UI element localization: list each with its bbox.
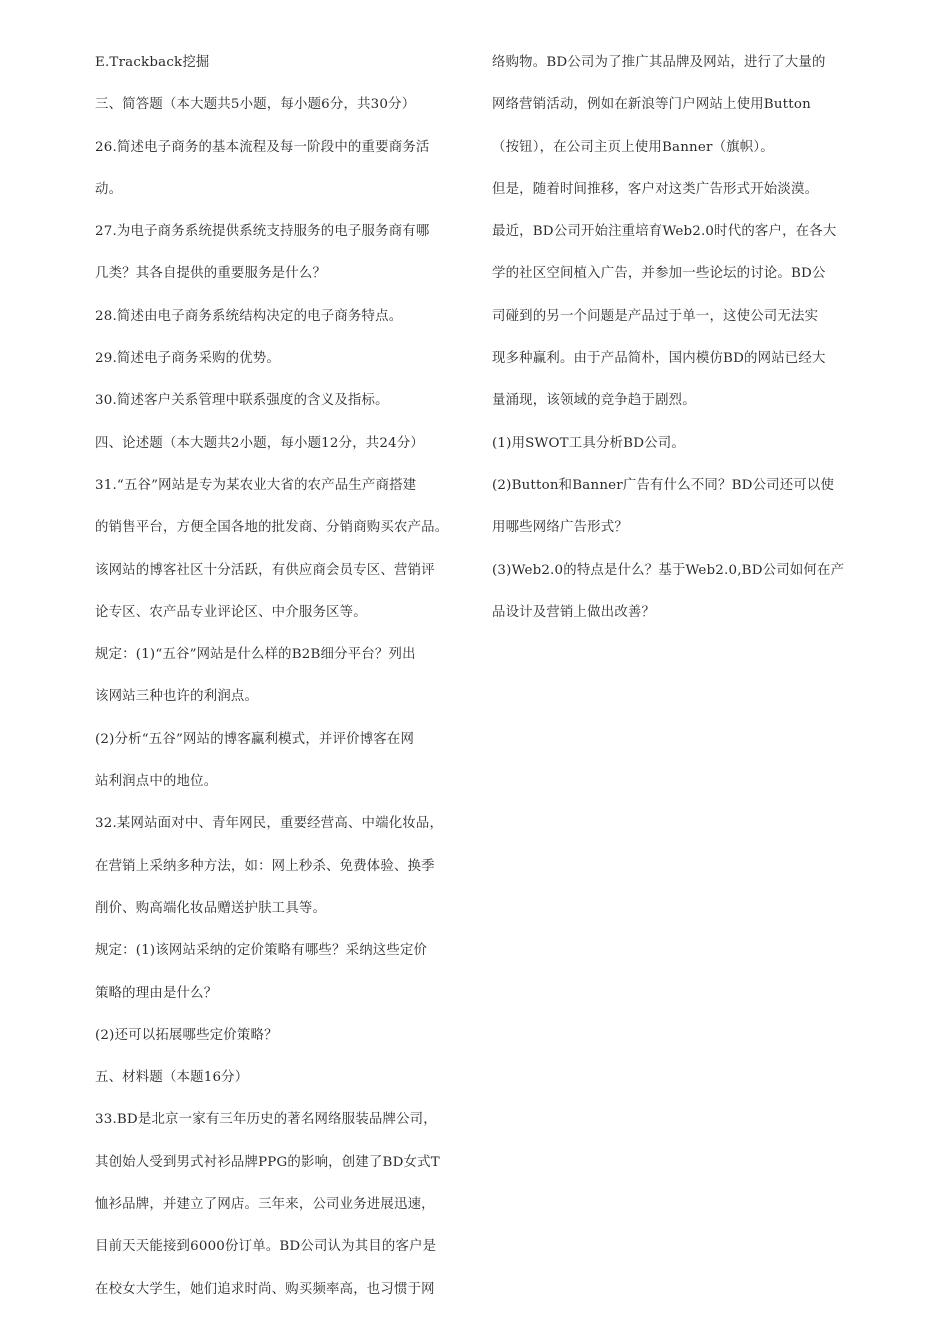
- question-29: 29.简述电子商务采购的优势。: [95, 351, 280, 367]
- section-heading: 三、简答题（本大题共5小题，每小题6分，共30分）: [95, 97, 416, 113]
- question-27: 27.为电子商务系统提供系统支持服务的电子服务商有哪: [95, 224, 430, 240]
- question-33: 33.BD是北京一家有三年历史的著名网络服装品牌公司，: [95, 1112, 437, 1128]
- text-line: 几类？其各自提供的重要服务是什么？: [95, 266, 327, 282]
- text-line: 用哪些网络广告形式？: [492, 520, 628, 536]
- question-31: 31.“五谷”网站是专为某农业大省的农产品生产商搭建: [95, 477, 417, 493]
- section-heading: 五、材料题（本题16分）: [95, 1070, 249, 1086]
- section-heading: 四、论述题（本大题共2小题，每小题12分，共24分）: [95, 435, 424, 451]
- text-line: （按钮），在公司主页上使用Banner（旗帜）。: [492, 139, 774, 155]
- text-line: E.Trackback挖掘: [95, 55, 210, 70]
- text-line: 论专区、农产品专业评论区、中介服务区等。: [95, 604, 367, 620]
- text-line: 量涌现，该领域的竞争趋于剧烈。: [492, 393, 696, 409]
- text-line: 最近，BD公司开始注重培育Web2.0时代的客户，在各大: [492, 224, 837, 240]
- text-line: 络购物。BD公司为了推广其品牌及网站，进行了大量的: [492, 55, 826, 70]
- question-32: 32.某网站面对中、青年网民，重要经营高、中端化妆品，: [95, 816, 444, 832]
- text-line: (2)还可以拓展哪些定价策略？: [95, 1027, 278, 1043]
- text-line: (2)分析“五谷”网站的博客赢利模式，并评价博客在网: [95, 731, 415, 747]
- text-line: 现多种赢利。由于产品简朴，国内模仿BD的网站已经大: [492, 351, 826, 367]
- text-line: 该网站的博客社区十分活跃，有供应商会员专区、营销评: [95, 562, 435, 578]
- sub-question: (2)Button和Banner广告有什么不同？BD公司还可以使: [492, 477, 835, 493]
- text-line: 其创始人受到男式衬衫品牌PPG的影响，创建了BD女式T: [95, 1154, 440, 1170]
- text-line: 品设计及营销上做出改善？: [492, 604, 656, 620]
- text-line: 网络营销活动，例如在新浪等门户网站上使用Button: [492, 97, 811, 113]
- right-column: [492, 42, 857, 634]
- question-28: 28.简述由电子商务系统结构决定的电子商务特点。: [95, 308, 403, 324]
- sub-question: (1)用SWOT工具分析BD公司。: [492, 435, 685, 451]
- text-line: 削价、购高端化妆品赠送护肤工具等。: [95, 900, 327, 916]
- text-line: 在校女大学生，她们追求时尚、购买频率高，也习惯于网: [95, 1281, 435, 1297]
- sub-question: (3)Web2.0的特点是什么？基于Web2.0,BD公司如何在产: [492, 562, 845, 578]
- text-line: 规定：(1)该网站采纳的定价策略有哪些？采纳这些定价: [95, 943, 428, 959]
- question-26: 26.简述电子商务的基本流程及每一阶段中的重要商务活: [95, 139, 430, 155]
- text-line: 在营销上采纳多种方法，如：网上秒杀、免费体验、换季: [95, 858, 435, 874]
- question-30: 30.简述客户关系管理中联系强度的含义及指标。: [95, 393, 389, 409]
- text-line: 规定：(1)“五谷”网站是什么样的B2B细分平台？列出: [95, 647, 416, 663]
- text-line: 的销售平台，方便全国各地的批发商、分销商购买农产品。: [95, 520, 449, 536]
- text-line: 恤衫品牌，并建立了网店。三年来，公司业务进展迅速，: [95, 1197, 435, 1213]
- text-line: 动。: [95, 181, 123, 197]
- text-line: 站利润点中的地位。: [95, 774, 218, 790]
- text-line: 司碰到的另一个问题是产品过于单一，这使公司无法实: [492, 308, 819, 324]
- text-line: 学的社区空间植入广告，并参加一些论坛的讨论。BD公: [492, 266, 826, 282]
- text-line: 目前天天能接到6000份订单。BD公司认为其目的客户是: [95, 1239, 437, 1255]
- text-line: 策略的理由是什么？: [95, 985, 218, 1001]
- left-column: [95, 42, 470, 1311]
- text-line: 该网站三种也许的利润点。: [95, 689, 259, 705]
- text-line: 但是，随着时间推移，客户对这类广告形式开始淡漠。: [492, 181, 819, 197]
